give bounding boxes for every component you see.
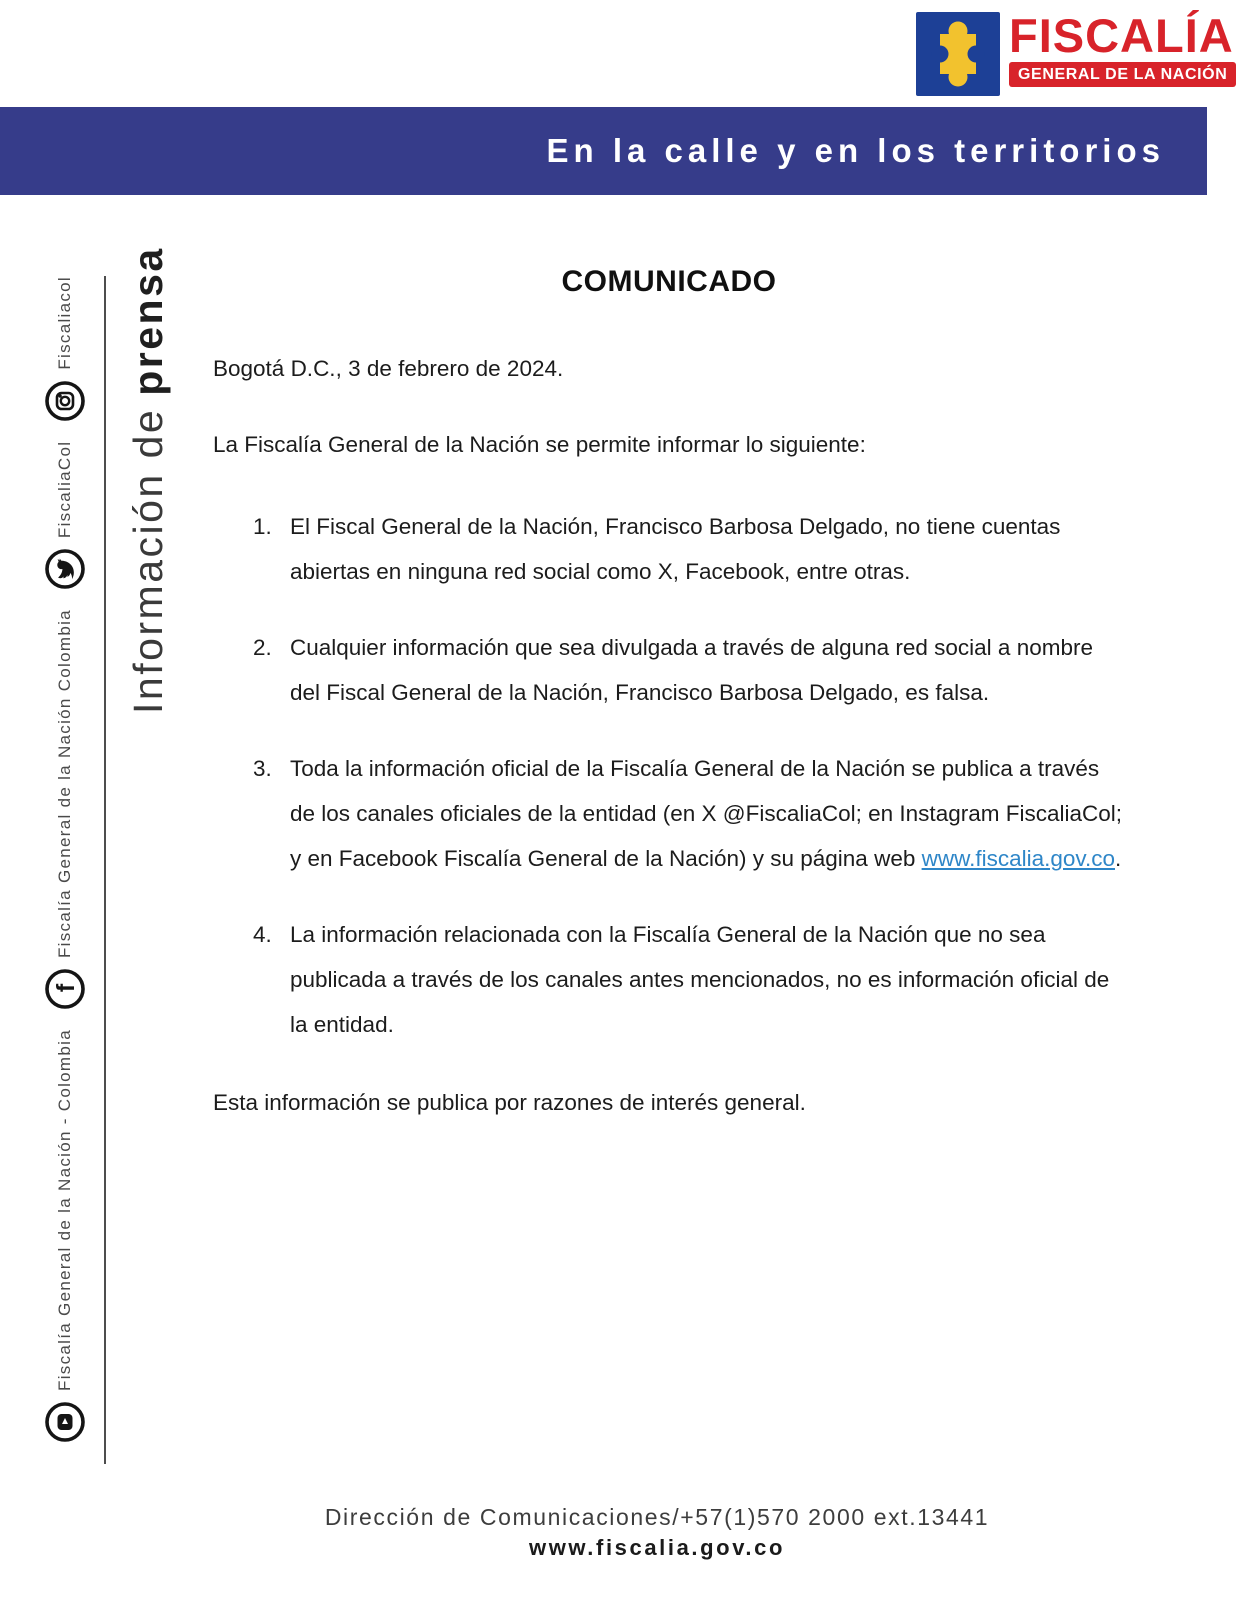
puzzle-piece-icon xyxy=(916,12,1000,96)
list-item-text xyxy=(290,746,1125,881)
facebook-icon xyxy=(44,968,86,1010)
slogan-banner xyxy=(0,107,1207,195)
facebook-handle: Fiscalía General de la Nación Colombia xyxy=(55,609,74,959)
sidebar-item-twitter xyxy=(44,441,86,590)
list-item-text-after-link: . xyxy=(1115,846,1122,872)
press-label-bold: prensa xyxy=(124,246,171,396)
list-item-number: 2. xyxy=(253,635,272,661)
fiscalia-website-link[interactable]: www.fiscalia.gov.co xyxy=(921,846,1115,872)
footer-contact: Dirección de Comunicaciones/+57(1)570 2000 ext.13441 xyxy=(324,1504,990,1530)
list-item-number: 3. xyxy=(253,756,272,782)
intro-paragraph: La Fiscalía General de la Nación se permite informar lo siguiente: xyxy=(213,431,866,457)
fiscalia-logo xyxy=(916,9,1236,96)
list-item-text-before-link: Toda la información oficial de la Fiscalía General de la Nación se publica a través de los canales oficiales de la entidad (en X @FiscaliaCol; en Instagram FiscaliaCol; y en Facebook Fiscalía General de la Nación) y su página web xyxy=(290,756,1122,872)
list-item-number: 4. xyxy=(253,922,272,948)
youtube-handle: Fiscalía General de la Nación - Colombia xyxy=(55,1029,74,1391)
list-item-2 xyxy=(253,625,1125,715)
page-footer xyxy=(62,1504,1252,1561)
twitter-icon xyxy=(44,548,86,590)
press-label-regular: Información de xyxy=(124,407,171,714)
logo-wordmark: FISCALÍA xyxy=(1009,9,1234,62)
logo-text-block xyxy=(1009,9,1236,87)
youtube-icon xyxy=(44,1401,86,1443)
twitter-handle: FiscaliaCol xyxy=(55,440,74,539)
sidebar-divider xyxy=(104,276,106,1464)
sidebar-item-instagram xyxy=(44,276,86,422)
instagram-icon xyxy=(44,380,86,422)
document-body xyxy=(213,262,1125,1119)
footer-website: www.fiscalia.gov.co xyxy=(528,1535,785,1560)
logo-subtitle: GENERAL DE LA NACIÓN xyxy=(1009,62,1236,87)
list-item-1 xyxy=(253,504,1125,594)
list-item-3 xyxy=(253,746,1125,881)
instagram-handle: Fiscaliacol xyxy=(55,276,74,370)
sidebar-item-facebook xyxy=(44,609,86,1010)
document-title: COMUNICADO xyxy=(561,265,777,298)
list-item-number: 1. xyxy=(253,514,272,540)
list-item-4 xyxy=(253,912,1125,1047)
list-item-text: Cualquier información que sea divulgada a través de alguna red social a nombre del Fiscal General de la Nación, Francisco Barbosa Delgado, es falsa. xyxy=(290,635,1093,706)
closing-paragraph: Esta información se publica por razones de interés general. xyxy=(213,1090,806,1116)
social-media-sidebar xyxy=(42,276,88,1472)
slogan-text: En la calle y en los territorios xyxy=(546,132,1165,169)
list-item-text: La información relacionada con la Fiscalía General de la Nación que no sea publicada a través de los canales antes mencionados, no es información oficial de la entidad. xyxy=(290,922,1110,1038)
list-item-text: El Fiscal General de la Nación, Francisco Barbosa Delgado, no tiene cuentas abiertas en ninguna red social como X, Facebook, entre otras. xyxy=(290,514,1061,585)
svg-text:f: f xyxy=(52,983,80,993)
dateline: Bogotá D.C., 3 de febrero de 2024. xyxy=(213,355,564,381)
numbered-list xyxy=(213,504,1125,1047)
press-info-vertical-label xyxy=(116,246,180,714)
sidebar-item-youtube xyxy=(44,1029,86,1443)
